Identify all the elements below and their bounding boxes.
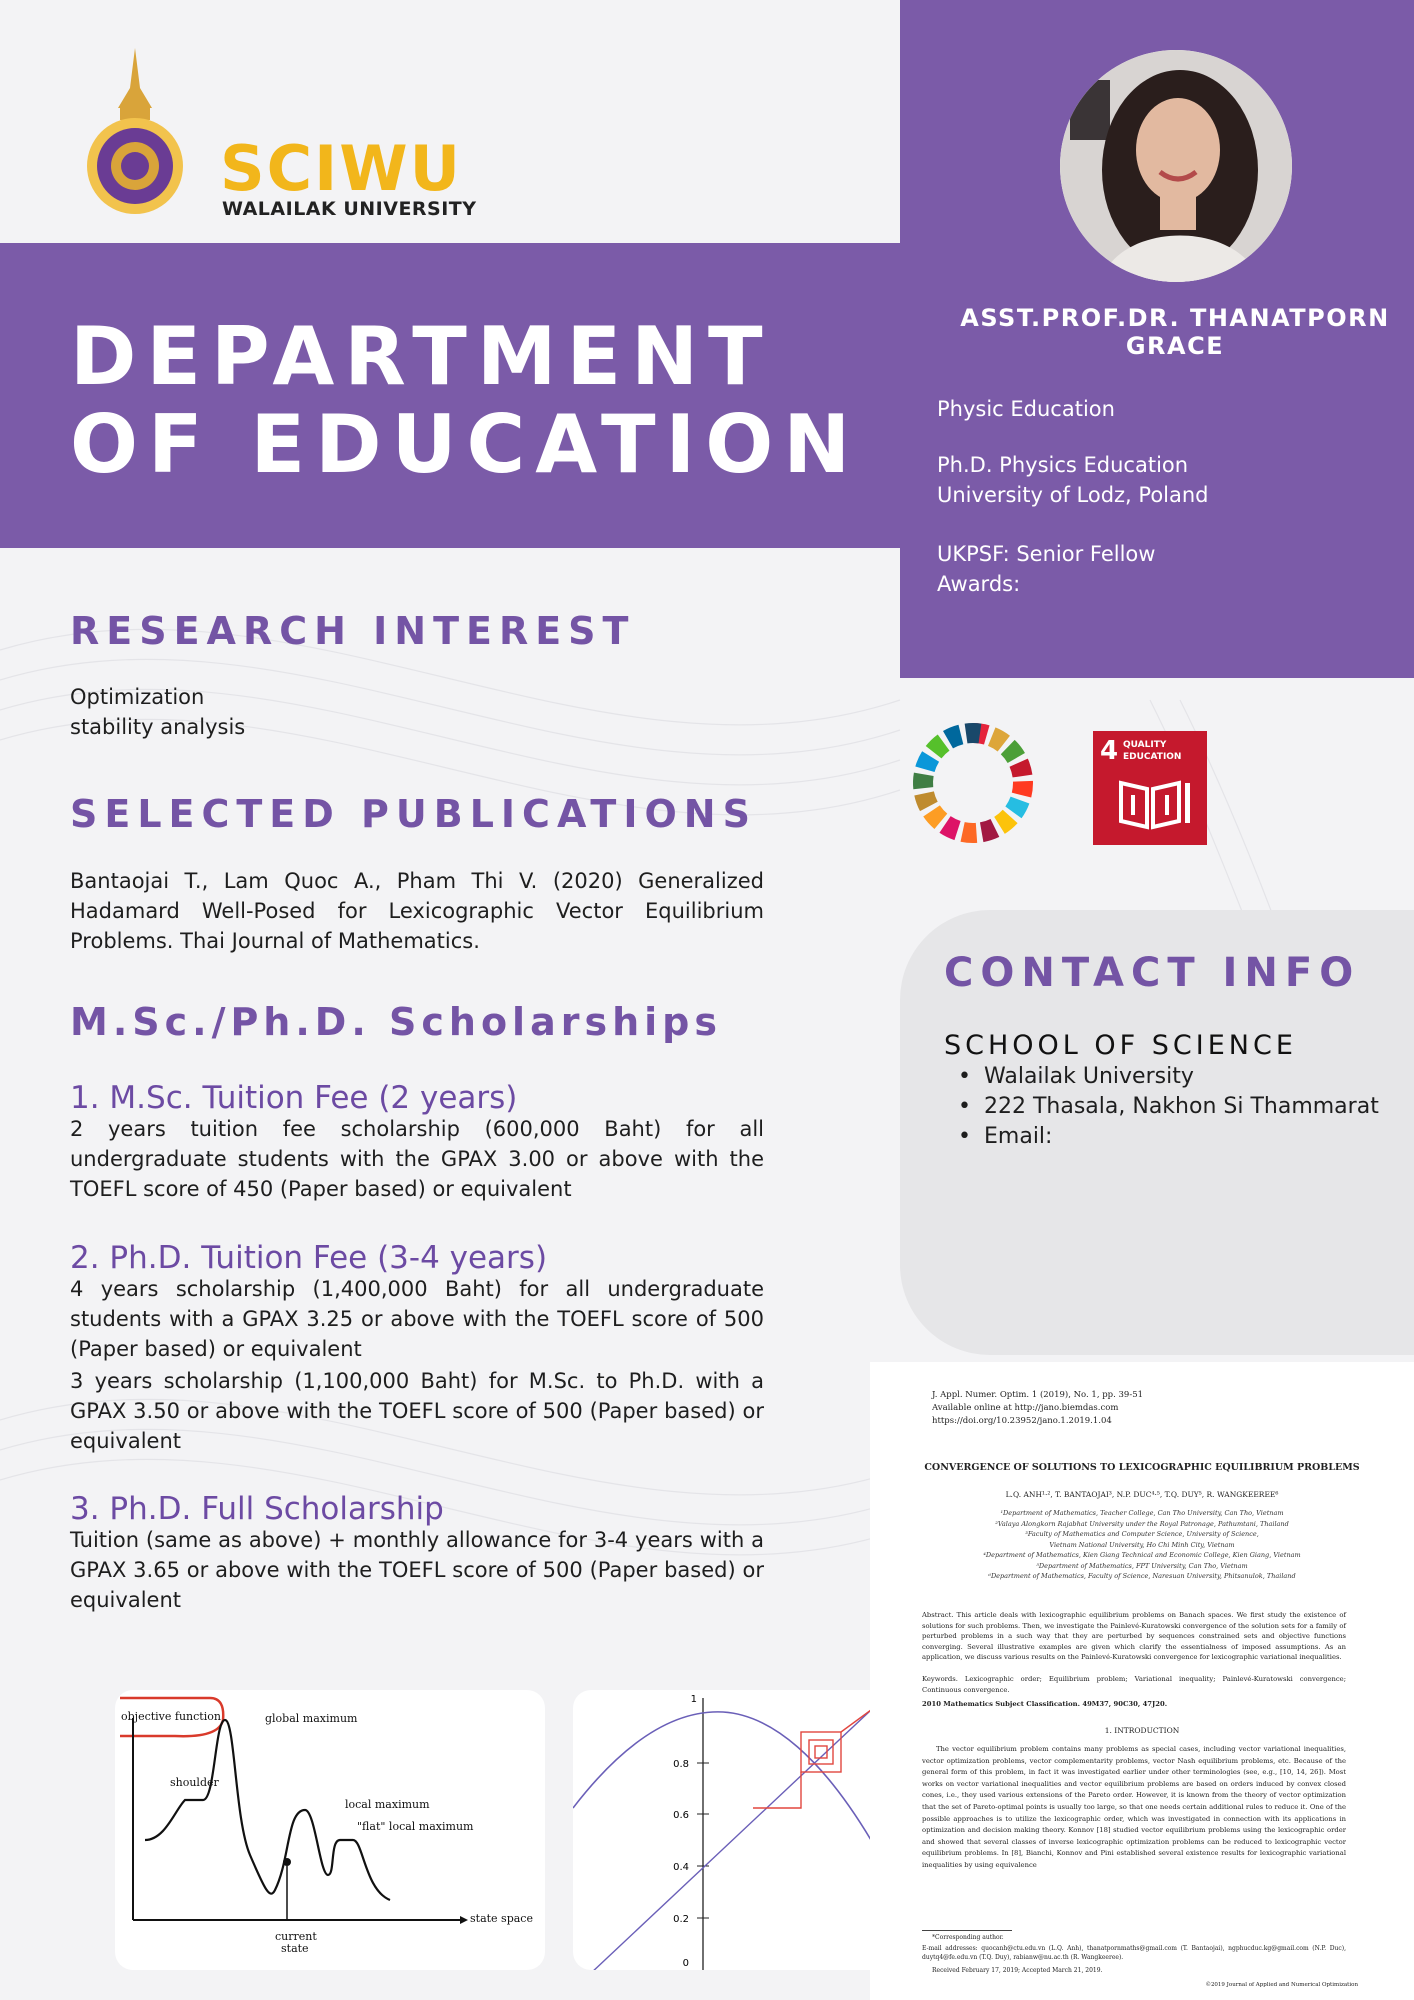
affiliation: ⁵Department of Mathematics, FPT University, Can Tho, Vietnam: [1036, 1561, 1248, 1570]
paper-copyright: ©2019 Journal of Applied and Numerical Optimization: [1205, 1982, 1358, 1988]
contact-item: • Walailak University: [944, 1062, 1379, 1092]
paper-intro: The vector equilibrium problem contains many problems as special cases, including vector variational inequalities, vector optimization problems, vector complementarity problems, vector Nash equilibrium problems, etc. Because of the general form of this problem, in fact it was investigated earlier under other terminologies (see, e.g., [10, 14, 26]). Most works on vector variational inequalities and vector equilibrium problems are based on orders induced by convex closed cones, i.e., they used various extensions of the Pareto order. However, it is known from the theory of vector optimization that the set of Pareto-optimal points is usually too large, so that one needs certain additional rules to reduce it. One of the possible approaches is to utilize the lexicographic order, which was investigated in connection with its applications in optimization and decision making theory. Konnov [18] studied vector equilibrium problems using the lexicographic order and showed that several classes of inverse lexicographic optimization problems can be reduced to lexicographic vector equilibrium problems. In [8], Bianchi, Konnov and Pini established several existence results for lexicographic variational inequalities by using equivalence: [922, 1745, 1346, 1869]
paper-emails: E-mail addresses: quocanh@ctu.edu.vn (L.Q. Anh), thanatpornmaths@gmail.com (T. Bantaojai), ngphucduc.kg@gmail.com (N.P. Duc), duytq4@fe.edu.vn (T.Q. Duy), rabianw@nu.ac.th (R. Wangkeeree).: [922, 1945, 1346, 1961]
state-space-graph: [115, 1690, 545, 1970]
profile-institution: University of Lodz, Poland: [937, 483, 1209, 507]
page-title: [70, 310, 861, 491]
label-flat-max: "flat" local maximum: [357, 1820, 474, 1833]
sciwu-wordmark: SCIWU: [220, 132, 462, 205]
scholarship-title-full: 3. Ph.D. Full Scholarship: [70, 1491, 444, 1527]
scholarship-body-phd-2: 3 years scholarship (1,100,000 Baht) for M.Sc. to Ph.D. with a GPAX 3.50 or above with the TOEFL score of 500 (Paper based) or equivalent: [70, 1369, 764, 1453]
paper-available: Available online at http://jano.biemdas.com: [932, 1403, 1119, 1413]
profile-fellowship: UKPSF: Senior Fellow: [937, 542, 1156, 566]
avatar: [1060, 50, 1292, 282]
paper-keywords: Keywords. Lexicographic order; Equilibrium problem; Variational inequality; Painlevé-Kuratowski convergence; Continuous convergence.: [922, 1675, 1346, 1694]
sdg-number: 4: [1100, 736, 1119, 766]
paper-abstract: Abstract. This article deals with lexicographic equilibrium problems on Banach spaces. We first study the existence of solutions for such problems. Then, we investigate the Painlevé-Kuratowski convergence of the solution sets for a family of perturbed problems in a such way that they are perturbed by sequences constrained sets and objective functions converging. Several illustrative examples are given which clarify the essentialness of imposed assumptions. As an application, we discuss various results on the Painlevé-Kuratowski convergence for lexicographic variational inequalities.: [922, 1611, 1346, 1661]
title-line-1: DEPARTMENT: [70, 310, 773, 403]
label-global-max: global maximum: [265, 1712, 358, 1725]
paper-received: Received February 17, 2019; Accepted March 21, 2019.: [932, 1967, 1103, 1974]
contact-item: • Email:: [944, 1122, 1379, 1152]
profile-field: Physic Education: [937, 397, 1115, 421]
affiliation: ²Valaya Alongkorn Rajabhat University under the Royal Patronage, Pathumtani, Thailand: [995, 1519, 1289, 1528]
tick-label: 0.6: [673, 1810, 689, 1821]
contact-list: [944, 1062, 1379, 1152]
label-state: state: [281, 1942, 309, 1955]
affiliation: ⁶Department of Mathematics, Faculty of Science, Naresuan University, Phitsanulok, Thailand: [988, 1572, 1296, 1580]
title-band: [0, 243, 900, 548]
label-local-max: local maximum: [345, 1798, 430, 1811]
scholarship-body-msc: 2 years tuition fee scholarship (600,000 Baht) for all undergraduate students with the GPAX 3.00 or above with the TOEFL score of 450 (Paper based) or equivalent: [70, 1117, 764, 1201]
contact-school: SCHOOL OF SCIENCE: [944, 1030, 1297, 1061]
title-line-2: OF EDUCATION: [70, 398, 861, 491]
paper-doi: https://doi.org/10.23952/jano.1.2019.1.04: [932, 1416, 1112, 1426]
paper-title: CONVERGENCE OF SOLUTIONS TO LEXICOGRAPHIC EQUILIBRIUM PROBLEMS: [924, 1462, 1360, 1473]
affiliation: ⁴Department of Mathematics, Kien Giang Technical and Economic College, Kien Giang, Vietnam: [983, 1551, 1301, 1559]
tick-label: 0: [682, 1958, 689, 1969]
paper-authors: L.Q. ANH¹·², T. BANTAOJAI³, N.P. DUC⁴·⁵, T.Q. DUY⁵, R. WANGKEEREE⁶: [1005, 1490, 1279, 1499]
cobweb-plot: [573, 1690, 871, 1970]
scholarship-title-phd: 2. Ph.D. Tuition Fee (3-4 years): [70, 1240, 548, 1276]
label-current: current: [275, 1930, 317, 1943]
affiliation: ¹Department of Mathematics, Teacher College, Can Tho University, Can Tho, Vietnam: [1000, 1509, 1284, 1517]
sdg-label-2: EDUCATION: [1123, 752, 1182, 762]
research-item: Optimization: [70, 685, 205, 709]
sdg-label-1: QUALITY: [1123, 740, 1167, 750]
scholarship-body-phd-1: 4 years scholarship (1,400,000 Baht) for all undergraduate students with a GPAX 3.25 or above with the TOEFL score of 500 (Paper based) or equivalent: [70, 1277, 764, 1361]
contact-item: • 222 Thasala, Nakhon Si Thammarat: [944, 1092, 1379, 1122]
contact-heading: CONTACT INFO: [944, 950, 1361, 996]
profile-name: ASST.PROF.DR. THANATPORN GRACE: [960, 304, 1390, 360]
sdg-wheel-icon: [912, 722, 1034, 844]
university-seal-logo: [80, 48, 190, 218]
paper-journal: J. Appl. Numer. Optim. 1 (2019), No. 1, pp. 39-51: [932, 1390, 1144, 1400]
label-shoulder: shoulder: [170, 1776, 219, 1789]
publications-heading: SELECTED PUBLICATIONS: [70, 792, 757, 836]
paper-preview: [870, 1362, 1414, 2000]
paper-msc: 2010 Mathematics Subject Classification. 49M37, 90C30, 47J20.: [922, 1700, 1168, 1708]
label-objective: objective function: [121, 1710, 221, 1723]
sdg4-quality-education-icon: [1093, 731, 1207, 845]
profile-awards: Awards:: [937, 572, 1021, 596]
tick-label: 1: [690, 1694, 697, 1705]
paper-corresponding: *Corresponding author.: [932, 1934, 1004, 1941]
scholarship-body-full: Tuition (same as above) + monthly allowance for 3-4 years with a GPAX 3.65 or above with the TOEFL score of 500 (Paper based) or equivalent: [70, 1528, 764, 1612]
affiliation: ³Faculty of Mathematics and Computer Science, University of Science,: [1025, 1530, 1259, 1538]
scholarships-heading: M.Sc./Ph.D. Scholarships: [70, 1000, 722, 1044]
label-state-space: state space: [470, 1912, 533, 1925]
paper-affiliations: [910, 1508, 1374, 1582]
profile-photo: [1060, 50, 1292, 282]
paper-footnote-rule: [922, 1930, 1012, 1931]
university-name: WALAILAK UNIVERSITY: [222, 198, 477, 220]
profile-degree: Ph.D. Physics Education: [937, 453, 1189, 477]
scholarship-title-msc: 1. M.Sc. Tuition Fee (2 years): [70, 1080, 518, 1116]
publication-citation: Bantaojai T., Lam Quoc A., Pham Thi V. (2020) Generalized Hadamard Well-Posed for Lexicographic Vector Equilibrium Problems. Thai Journal of Mathematics.: [70, 869, 764, 953]
research-heading: RESEARCH INTEREST: [70, 609, 636, 653]
tick-label: 0.2: [673, 1914, 689, 1925]
tick-label: 0.4: [673, 1862, 689, 1873]
paper-intro-heading: 1. INTRODUCTION: [1104, 1726, 1180, 1735]
state-space-figure: [115, 1690, 545, 1970]
cobweb-figure: [573, 1690, 871, 1970]
research-item: stability analysis: [70, 715, 246, 739]
book-icon: [1093, 731, 1207, 845]
research-list: [70, 682, 245, 742]
affiliation: Vietnam National University, Ho Chi Minh City, Vietnam: [1049, 1540, 1235, 1549]
tick-label: 0.8: [673, 1759, 689, 1770]
logo-area: [80, 48, 500, 218]
